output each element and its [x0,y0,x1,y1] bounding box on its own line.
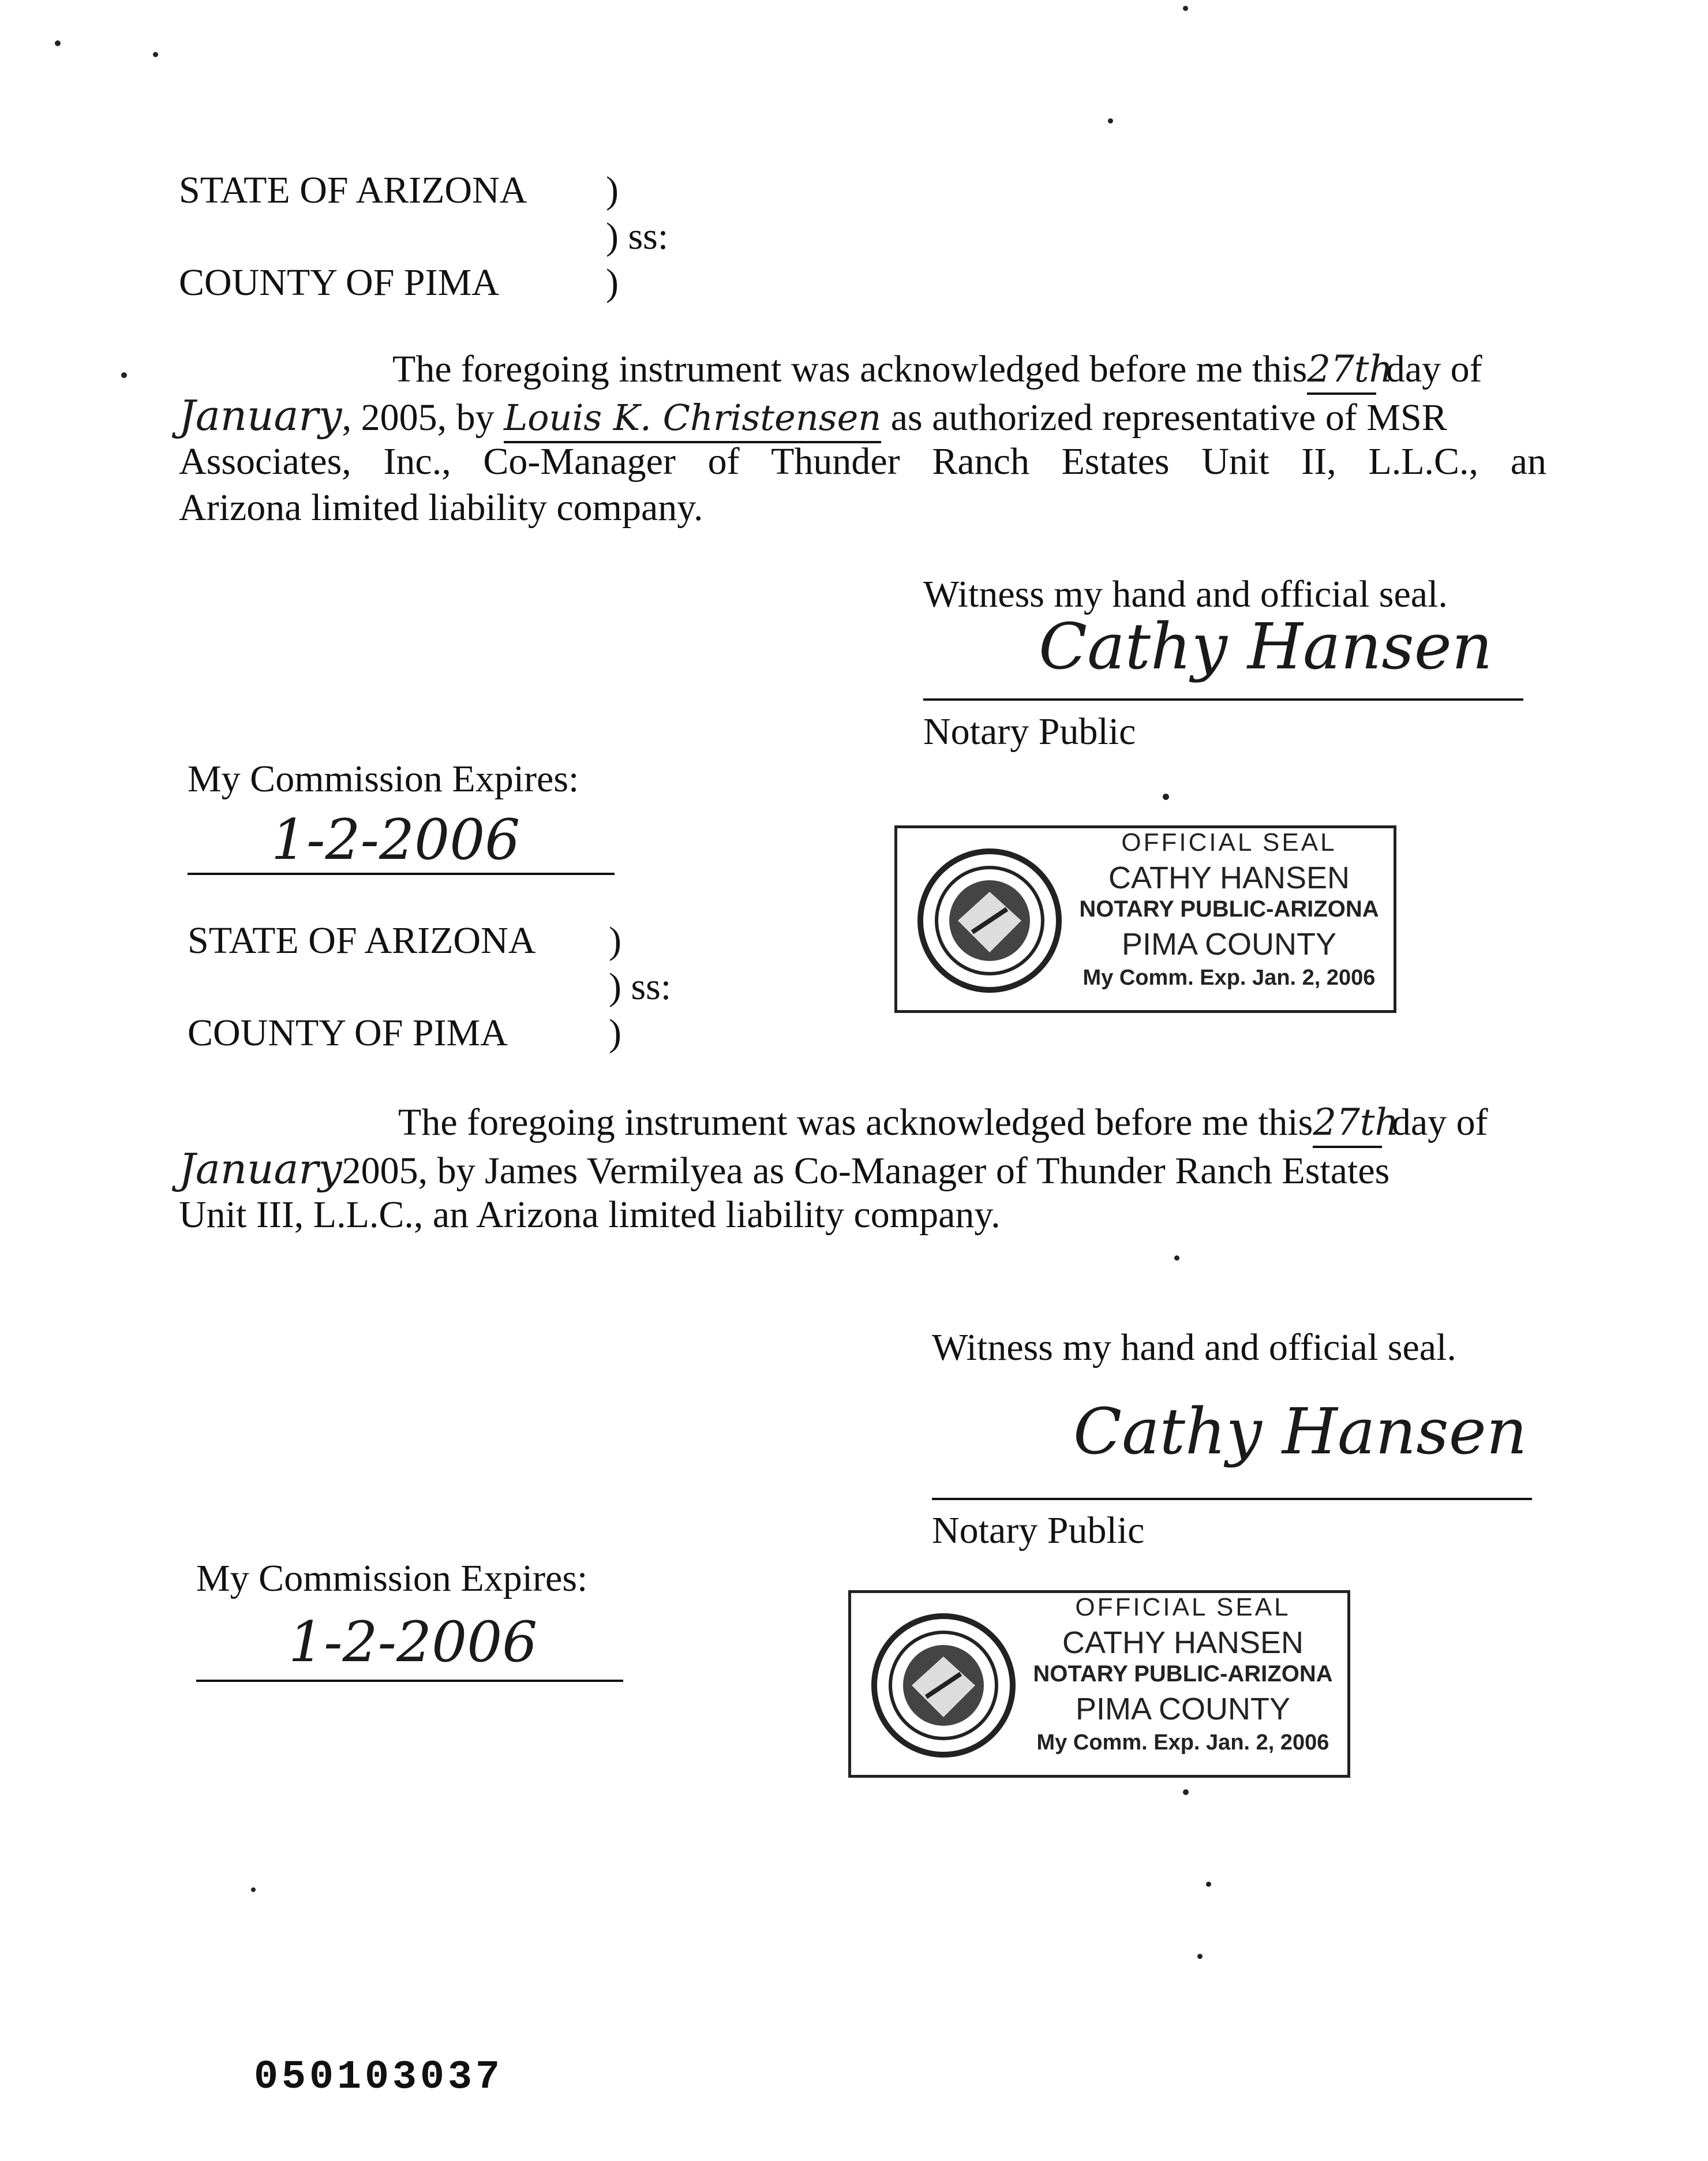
scan-speck [55,40,61,46]
as-rep-1: as authorized representative of MSR [890,397,1447,439]
arizona-state-seal-icon [863,1610,1024,1760]
seal-exp-1: My Comm. Exp. Jan. 2, 2006 [1083,966,1376,990]
ack-line3-1: Associates, Inc., Co-Manager of Thunder Ranch Estates Unit II, L.L.C., an [179,440,1546,483]
seal-name-1: CATHY HANSEN [1108,861,1350,895]
arizona-state-seal-icon [909,846,1070,996]
venue-paren-1b: ) [606,261,619,304]
ack-line2-2: 2005, by James Vermilyea as Co-Manager of Thunder Ranch Estates [342,1150,1390,1192]
seal-county-2: PIMA COUNTY [1075,1692,1291,1726]
handwritten-day-2: 27th [1313,1100,1382,1148]
commission-label-1: My Commission Expires: [188,758,579,800]
document-number: 050103037 [254,2055,504,2100]
venue-county-1: COUNTY OF PIMA [179,261,499,304]
notary-signature-1: Cathy Hansen [1039,610,1493,683]
seal-name-2: CATHY HANSEN [1062,1625,1304,1660]
venue-paren-1a: ) [606,169,619,211]
scan-speck [1108,118,1113,124]
ack-text-2: The foregoing instrument was acknowledged before me this [398,1101,1313,1143]
scan-speck [153,52,158,57]
seal-county-1: PIMA COUNTY [1121,927,1337,962]
commission-line-2 [196,1680,623,1682]
day-of-1: day of [1385,348,1482,390]
year-by-1: , 2005, by [342,397,495,439]
commission-date-2: 1-2-2006 [289,1610,538,1674]
witness-line-1: Witness my hand and official seal. [923,573,1448,615]
scan-speck [1183,1789,1189,1795]
scan-speck [251,1887,256,1892]
scan-speck [121,372,127,378]
ack-line3-2: Unit III, L.L.C., an Arizona limited liability company. [179,1194,1001,1236]
scan-speck [1183,6,1188,11]
commission-label-2: My Commission Expires: [196,1557,588,1599]
handwritten-month-2: January [179,1145,342,1193]
venue-paren-2a: ) [609,919,621,962]
ack-line4-1: Arizona limited liability company. [179,487,703,529]
venue-ss-2: ) ss: [609,966,672,1008]
venue-state-1: STATE OF ARIZONA [179,169,527,211]
scan-speck [1163,794,1169,800]
venue-state-2: STATE OF ARIZONA [188,919,536,962]
ack-text-1: The foregoing instrument was acknowledged before me this [392,348,1308,390]
witness-line-2: Witness my hand and official seal. [932,1326,1456,1369]
seal-title-2: OFFICIAL SEAL [1075,1593,1291,1621]
seal-role-1: NOTARY PUBLIC-ARIZONA [1079,896,1379,922]
venue-county-2: COUNTY OF PIMA [188,1012,508,1054]
notary-signature-2: Cathy Hansen [1073,1394,1527,1468]
notary-label-2: Notary Public [932,1509,1145,1551]
venue-ss-1: ) ss: [606,215,669,257]
commission-date-1: 1-2-2006 [271,807,520,872]
handwritten-signer-1: Louis K. Christensen [504,395,881,443]
signature-line-1 [923,698,1523,701]
day-of-2: day of [1391,1101,1488,1143]
handwritten-day-1: 27th [1307,346,1376,395]
official-seal-2 [848,1590,1350,1778]
venue-paren-2b: ) [609,1012,621,1054]
handwritten-month-1: January [179,391,342,440]
scan-speck [1174,1255,1179,1261]
seal-role-2: NOTARY PUBLIC-ARIZONA [1033,1661,1333,1687]
commission-line-1 [188,873,615,875]
signature-line-2 [932,1498,1532,1500]
seal-exp-2: My Comm. Exp. Jan. 2, 2006 [1036,1730,1329,1755]
seal-title-1: OFFICIAL SEAL [1121,828,1337,857]
scan-speck [1206,1882,1211,1887]
official-seal-1 [894,825,1396,1013]
scan-speck [1197,1954,1203,1959]
notary-label-1: Notary Public [923,711,1136,753]
